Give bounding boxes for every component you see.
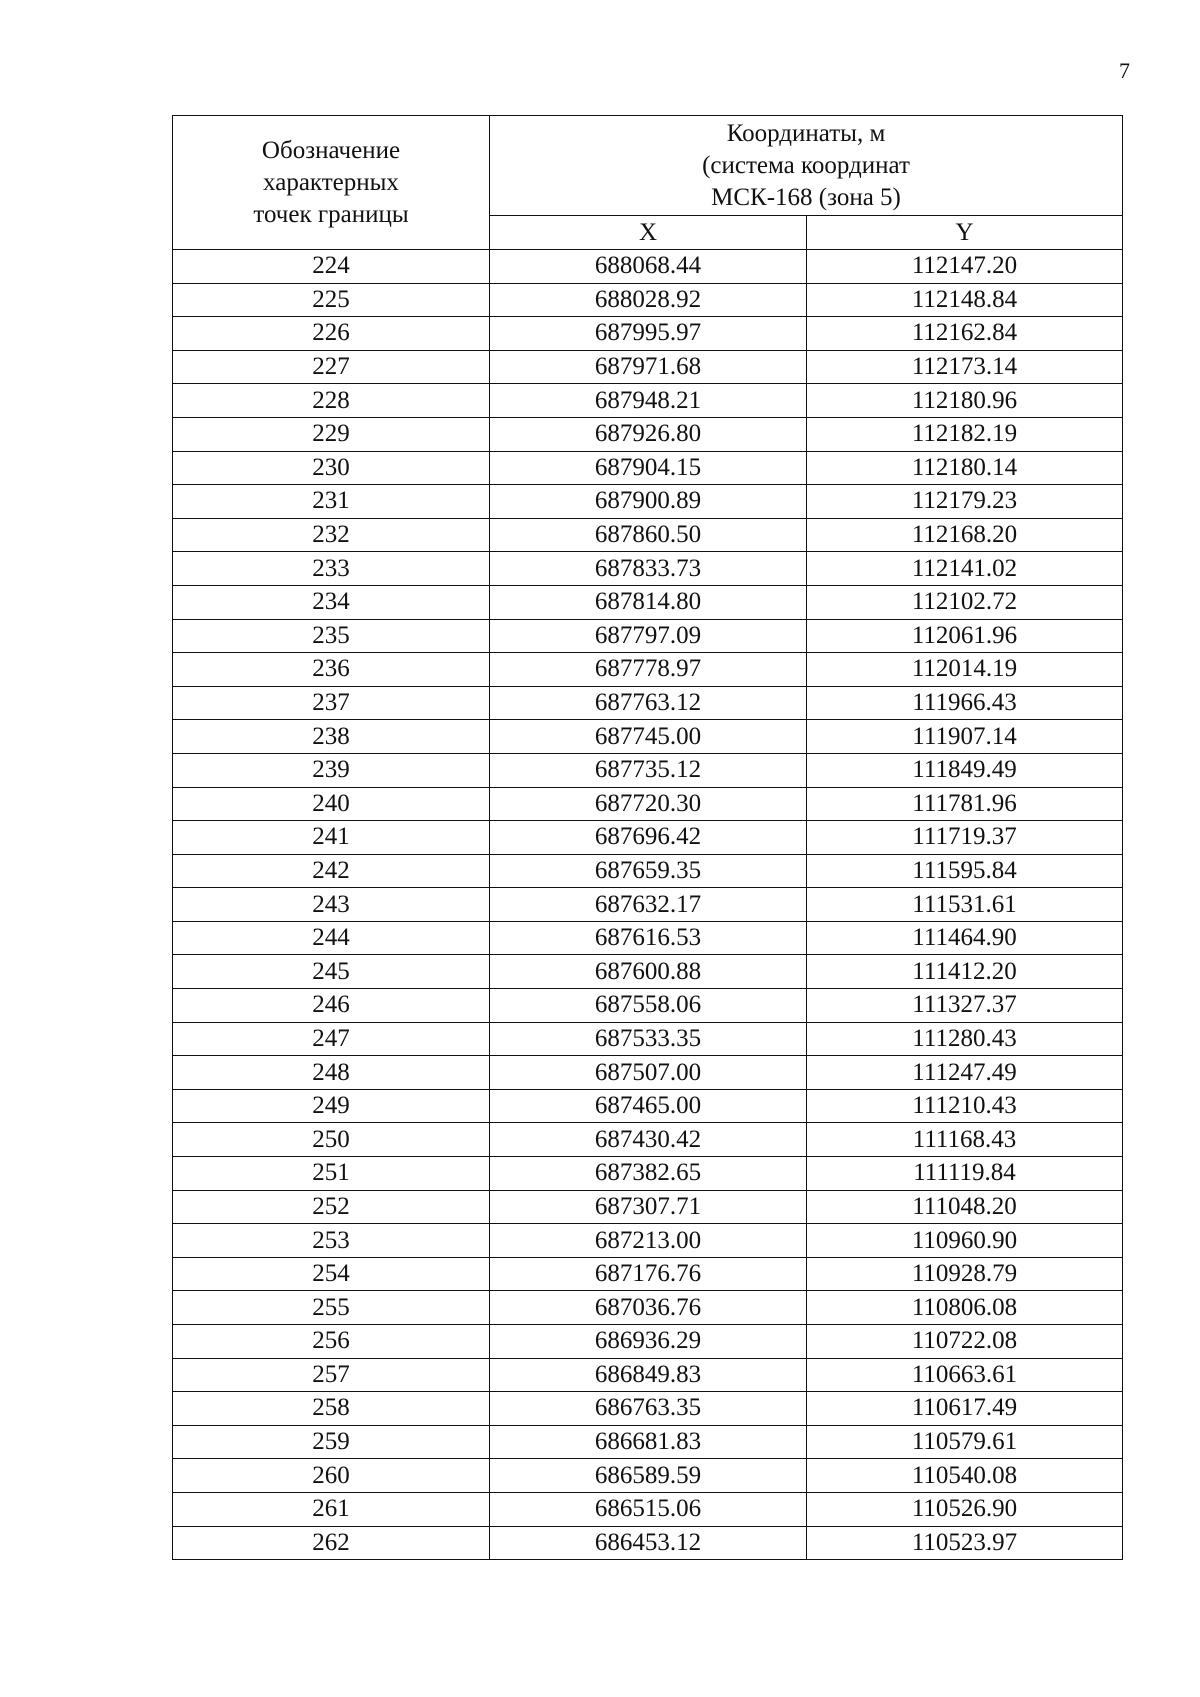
table-row bbox=[173, 821, 1123, 855]
cell-x: 687213.00 bbox=[490, 1224, 807, 1258]
table-row bbox=[173, 1291, 1123, 1325]
header-coordinates bbox=[490, 116, 1123, 216]
table-row bbox=[173, 350, 1123, 384]
cell-point: 257 bbox=[173, 1358, 490, 1392]
cell-point: 248 bbox=[173, 1056, 490, 1090]
cell-x: 687430.42 bbox=[490, 1123, 807, 1157]
cell-point: 242 bbox=[173, 854, 490, 888]
header-x: X bbox=[490, 216, 807, 250]
cell-x: 687926.80 bbox=[490, 417, 807, 451]
cell-x: 686763.35 bbox=[490, 1392, 807, 1426]
cell-x: 687696.42 bbox=[490, 821, 807, 855]
header-coords-line: (система координат bbox=[702, 151, 910, 179]
cell-y: 111168.43 bbox=[807, 1123, 1123, 1157]
table-row bbox=[173, 451, 1123, 485]
cell-y: 111119.84 bbox=[807, 1157, 1123, 1191]
table-row bbox=[173, 753, 1123, 787]
table-row bbox=[173, 686, 1123, 720]
cell-y: 112148.84 bbox=[807, 283, 1123, 317]
cell-x: 686936.29 bbox=[490, 1325, 807, 1359]
table-row bbox=[173, 854, 1123, 888]
cell-y: 111907.14 bbox=[807, 720, 1123, 754]
cell-x: 687778.97 bbox=[490, 653, 807, 687]
cell-x: 687600.88 bbox=[490, 955, 807, 989]
cell-point: 247 bbox=[173, 1022, 490, 1056]
table-row bbox=[173, 787, 1123, 821]
cell-x: 687382.65 bbox=[490, 1157, 807, 1191]
header-coords-line: МСК-168 (зона 5) bbox=[711, 183, 901, 211]
cell-y: 112147.20 bbox=[807, 250, 1123, 284]
cell-x: 687176.76 bbox=[490, 1257, 807, 1291]
cell-point: 258 bbox=[173, 1392, 490, 1426]
cell-x: 687860.50 bbox=[490, 518, 807, 552]
cell-x: 687465.00 bbox=[490, 1089, 807, 1123]
cell-y: 111464.90 bbox=[807, 921, 1123, 955]
cell-x: 687904.15 bbox=[490, 451, 807, 485]
cell-point: 246 bbox=[173, 989, 490, 1023]
cell-x: 688068.44 bbox=[490, 250, 807, 284]
cell-y: 112162.84 bbox=[807, 317, 1123, 351]
cell-point: 231 bbox=[173, 485, 490, 519]
cell-point: 252 bbox=[173, 1190, 490, 1224]
table-row bbox=[173, 888, 1123, 922]
cell-y: 112061.96 bbox=[807, 619, 1123, 653]
cell-x: 687507.00 bbox=[490, 1056, 807, 1090]
header-y: Y bbox=[807, 216, 1123, 250]
table-row bbox=[173, 720, 1123, 754]
cell-y: 111849.49 bbox=[807, 753, 1123, 787]
cell-y: 112180.14 bbox=[807, 451, 1123, 485]
cell-point: 236 bbox=[173, 653, 490, 687]
cell-y: 112179.23 bbox=[807, 485, 1123, 519]
cell-point: 254 bbox=[173, 1257, 490, 1291]
cell-point: 241 bbox=[173, 821, 490, 855]
cell-point: 226 bbox=[173, 317, 490, 351]
cell-y: 110960.90 bbox=[807, 1224, 1123, 1258]
cell-y: 112141.02 bbox=[807, 552, 1123, 586]
table-row bbox=[173, 1022, 1123, 1056]
table-row bbox=[173, 1392, 1123, 1426]
cell-x: 687797.09 bbox=[490, 619, 807, 653]
cell-point: 244 bbox=[173, 921, 490, 955]
cell-y: 110540.08 bbox=[807, 1459, 1123, 1493]
table-row bbox=[173, 317, 1123, 351]
table-row bbox=[173, 250, 1123, 284]
cell-point: 227 bbox=[173, 350, 490, 384]
cell-x: 687900.89 bbox=[490, 485, 807, 519]
cell-y: 112173.14 bbox=[807, 350, 1123, 384]
header-point-line: Обозначение bbox=[261, 136, 401, 164]
table-row bbox=[173, 1190, 1123, 1224]
cell-x: 687632.17 bbox=[490, 888, 807, 922]
table-row bbox=[173, 1224, 1123, 1258]
table-row bbox=[173, 1089, 1123, 1123]
header-point-designation bbox=[173, 116, 490, 250]
cell-y: 112014.19 bbox=[807, 653, 1123, 687]
cell-y: 111210.43 bbox=[807, 1089, 1123, 1123]
table-row bbox=[173, 1459, 1123, 1493]
cell-y: 111280.43 bbox=[807, 1022, 1123, 1056]
cell-y: 112182.19 bbox=[807, 417, 1123, 451]
cell-x: 687307.71 bbox=[490, 1190, 807, 1224]
cell-y: 112102.72 bbox=[807, 585, 1123, 619]
cell-x: 687533.35 bbox=[490, 1022, 807, 1056]
cell-y: 111719.37 bbox=[807, 821, 1123, 855]
cell-point: 237 bbox=[173, 686, 490, 720]
cell-point: 240 bbox=[173, 787, 490, 821]
cell-point: 261 bbox=[173, 1492, 490, 1526]
cell-x: 687995.97 bbox=[490, 317, 807, 351]
cell-point: 234 bbox=[173, 585, 490, 619]
table-row bbox=[173, 1157, 1123, 1191]
cell-x: 686515.06 bbox=[490, 1492, 807, 1526]
cell-point: 238 bbox=[173, 720, 490, 754]
cell-point: 251 bbox=[173, 1157, 490, 1191]
cell-point: 239 bbox=[173, 753, 490, 787]
cell-point: 245 bbox=[173, 955, 490, 989]
table-row bbox=[173, 1325, 1123, 1359]
cell-y: 111531.61 bbox=[807, 888, 1123, 922]
cell-y: 111247.49 bbox=[807, 1056, 1123, 1090]
cell-x: 687616.53 bbox=[490, 921, 807, 955]
cell-point: 224 bbox=[173, 250, 490, 284]
cell-y: 111595.84 bbox=[807, 854, 1123, 888]
cell-x: 687814.80 bbox=[490, 585, 807, 619]
cell-x: 687036.76 bbox=[490, 1291, 807, 1325]
cell-y: 110523.97 bbox=[807, 1526, 1123, 1560]
cell-point: 255 bbox=[173, 1291, 490, 1325]
table-row bbox=[173, 485, 1123, 519]
table-row bbox=[173, 283, 1123, 317]
cell-point: 228 bbox=[173, 384, 490, 418]
cell-x: 687745.00 bbox=[490, 720, 807, 754]
cell-point: 260 bbox=[173, 1459, 490, 1493]
table-body bbox=[173, 250, 1123, 1560]
cell-y: 111048.20 bbox=[807, 1190, 1123, 1224]
cell-y: 112180.96 bbox=[807, 384, 1123, 418]
cell-x: 688028.92 bbox=[490, 283, 807, 317]
cell-y: 110579.61 bbox=[807, 1425, 1123, 1459]
cell-x: 687720.30 bbox=[490, 787, 807, 821]
cell-y: 110617.49 bbox=[807, 1392, 1123, 1426]
cell-point: 249 bbox=[173, 1089, 490, 1123]
cell-y: 110806.08 bbox=[807, 1291, 1123, 1325]
cell-y: 111781.96 bbox=[807, 787, 1123, 821]
cell-x: 686453.12 bbox=[490, 1526, 807, 1560]
cell-point: 253 bbox=[173, 1224, 490, 1258]
cell-y: 111327.37 bbox=[807, 989, 1123, 1023]
table-row bbox=[173, 1492, 1123, 1526]
page-number: 7 bbox=[1119, 58, 1130, 83]
table-row bbox=[173, 955, 1123, 989]
table-row bbox=[173, 384, 1123, 418]
table-row bbox=[173, 518, 1123, 552]
cell-x: 687659.35 bbox=[490, 854, 807, 888]
header-point-line: характерных bbox=[263, 168, 399, 196]
cell-y: 110928.79 bbox=[807, 1257, 1123, 1291]
cell-x: 687971.68 bbox=[490, 350, 807, 384]
coordinates-table bbox=[172, 115, 1123, 1560]
header-point-line: точек границы bbox=[253, 200, 409, 228]
cell-point: 225 bbox=[173, 283, 490, 317]
cell-point: 259 bbox=[173, 1425, 490, 1459]
cell-point: 235 bbox=[173, 619, 490, 653]
table-row bbox=[173, 552, 1123, 586]
cell-point: 256 bbox=[173, 1325, 490, 1359]
cell-x: 686589.59 bbox=[490, 1459, 807, 1493]
cell-point: 230 bbox=[173, 451, 490, 485]
cell-point: 250 bbox=[173, 1123, 490, 1157]
cell-y: 110663.61 bbox=[807, 1358, 1123, 1392]
table-row bbox=[173, 989, 1123, 1023]
cell-y: 110722.08 bbox=[807, 1325, 1123, 1359]
cell-x: 687735.12 bbox=[490, 753, 807, 787]
table-row bbox=[173, 585, 1123, 619]
cell-x: 687948.21 bbox=[490, 384, 807, 418]
table-row bbox=[173, 653, 1123, 687]
cell-point: 232 bbox=[173, 518, 490, 552]
table-row bbox=[173, 1123, 1123, 1157]
cell-point: 229 bbox=[173, 417, 490, 451]
cell-x: 686849.83 bbox=[490, 1358, 807, 1392]
header-coords-line: Координаты, м bbox=[726, 119, 886, 147]
table-row bbox=[173, 1358, 1123, 1392]
cell-x: 686681.83 bbox=[490, 1425, 807, 1459]
table-row bbox=[173, 417, 1123, 451]
cell-y: 112168.20 bbox=[807, 518, 1123, 552]
table-row bbox=[173, 1526, 1123, 1560]
table-row bbox=[173, 921, 1123, 955]
cell-point: 233 bbox=[173, 552, 490, 586]
cell-point: 262 bbox=[173, 1526, 490, 1560]
table-row bbox=[173, 619, 1123, 653]
cell-x: 687558.06 bbox=[490, 989, 807, 1023]
cell-point: 243 bbox=[173, 888, 490, 922]
table-row bbox=[173, 1425, 1123, 1459]
cell-y: 110526.90 bbox=[807, 1492, 1123, 1526]
cell-y: 111412.20 bbox=[807, 955, 1123, 989]
table-row bbox=[173, 1257, 1123, 1291]
table-row bbox=[173, 1056, 1123, 1090]
cell-y: 111966.43 bbox=[807, 686, 1123, 720]
cell-x: 687833.73 bbox=[490, 552, 807, 586]
cell-x: 687763.12 bbox=[490, 686, 807, 720]
